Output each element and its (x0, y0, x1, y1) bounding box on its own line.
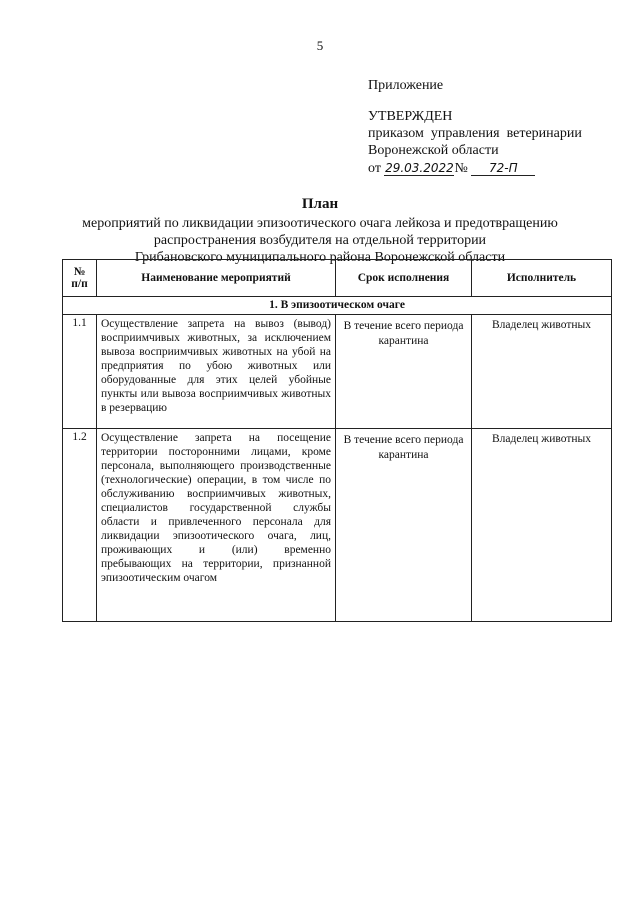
row-number: 1.1 (63, 315, 97, 429)
page-number: 5 (316, 38, 324, 53)
approved-label: УТВЕРЖДЕН (368, 109, 453, 124)
order-line-2: Воронежской области (368, 143, 499, 158)
header-num-line1: № (73, 266, 86, 278)
row-executor: Владелец животных (472, 315, 612, 429)
handwritten-number: 72-П (471, 161, 535, 176)
row-number: 1.2 (63, 429, 97, 622)
row-term: В течение всего периода карантина (336, 429, 472, 622)
row-action: Осуществление запрета на посещение территории посторонними лицами, кроме персонала, выполняющего производственные (технологические) операции, в том числе по обслуживанию восприимчивых животных, специалистов государственной службы области и привлеченного персонала для ликвидации эпизоотического очага, лиц, проживающих и (или) временно пребывающих на территории, признанной эпизоотическим очагом (97, 429, 336, 622)
plan-heading (40, 195, 600, 266)
table-row (63, 429, 612, 622)
section-row (63, 297, 612, 315)
row-action: Осуществление запрета на вывоз (вывод) восприимчивых животных, за исключением вывоза восприимчивых животных на убой на предприятия по убою животных или оборудованные для этих целей убойные пункты или вывоза восприимчивых животных в резервацию (97, 315, 336, 429)
table-header-row (63, 260, 612, 297)
header-executor: Исполнитель (472, 260, 612, 297)
number-prefix: № (454, 161, 468, 176)
header-action: Наименование мероприятий (97, 260, 336, 297)
row-executor: Владелец животных (472, 429, 612, 622)
section-title: 1. В эпизоотическом очаге (63, 297, 612, 315)
header-term: Срок исполнения (336, 260, 472, 297)
header-num-line2: п/п (71, 278, 88, 290)
measures-table (62, 259, 612, 622)
order-line-1: приказом управления ветеринарии (368, 126, 582, 141)
table-row (63, 315, 612, 429)
date-prefix: от (368, 161, 381, 176)
appendix-label: Приложение (368, 78, 444, 93)
subtitle-line: распространения возбудителя на отдельной территории (153, 233, 487, 248)
plan-title: План (301, 196, 339, 212)
subtitle-line: Грибановского муниципального района Воронежской области (134, 250, 506, 265)
subtitle-line: мероприятий по ликвидации эпизоотического очага лейкоза и предотвращению (82, 216, 558, 231)
handwritten-date: 29.03.2022 (385, 161, 454, 175)
approval-block (368, 77, 618, 177)
date-line (368, 160, 618, 177)
header-num (63, 260, 97, 297)
row-term: В течение всего периода карантина (336, 315, 472, 429)
